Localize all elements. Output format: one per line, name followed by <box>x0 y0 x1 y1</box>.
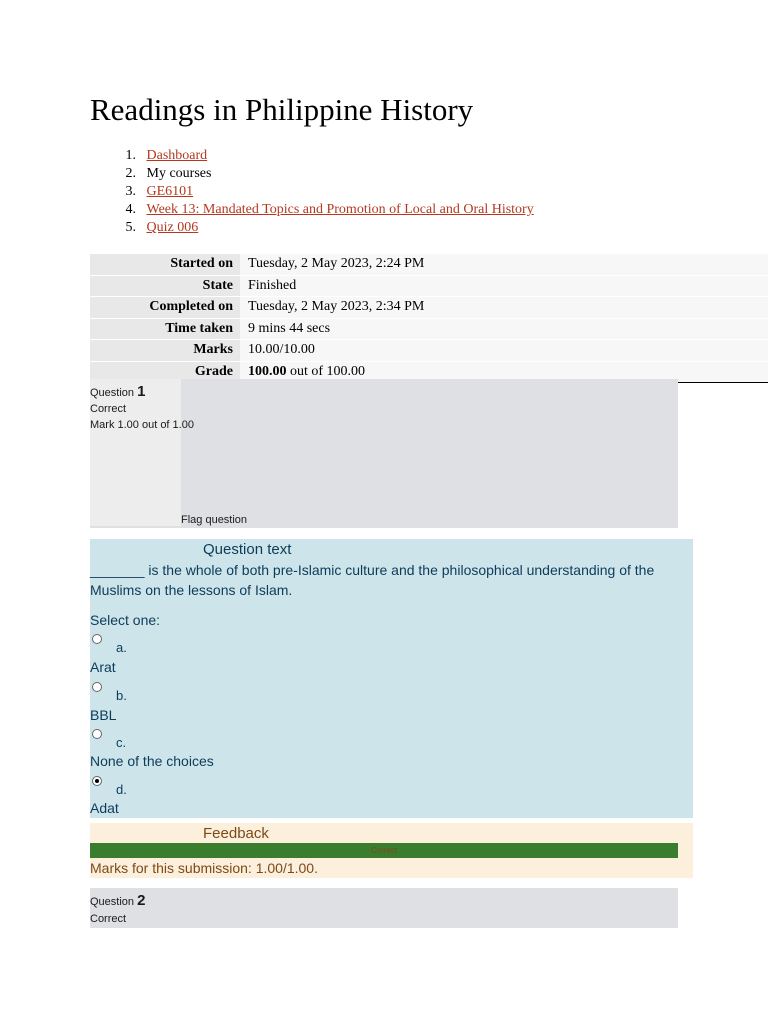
question-info-column <box>90 379 181 526</box>
option-a-text[interactable]: Arat <box>90 659 116 675</box>
question-number-value: 1 <box>137 383 146 400</box>
question-state: Correct <box>90 403 127 415</box>
option-b-text[interactable]: BBL <box>90 707 117 723</box>
summary-label: Grade <box>90 361 240 383</box>
summary-row-started <box>90 254 768 275</box>
breadcrumb-number: 3. <box>125 184 136 199</box>
breadcrumb-number: 2. <box>125 166 136 181</box>
option-b-letter: b. <box>116 688 127 703</box>
summary-row-marks <box>90 340 768 362</box>
summary-label: Time taken <box>90 318 240 340</box>
question-number-value: 2 <box>137 892 146 909</box>
option-a-letter: a. <box>116 640 127 655</box>
question-text: _______ is the whole of both pre-Islamic culture and the philosophical understanding of the Muslims on the lessons of Islam. <box>90 562 655 598</box>
breadcrumb-link-dashboard[interactable]: Dashboard <box>146 148 208 163</box>
summary-label: Marks <box>90 340 240 362</box>
summary-row-state <box>90 275 768 297</box>
grade-score: 100.00 <box>248 363 287 379</box>
question-number <box>90 892 145 909</box>
option-c-radio[interactable] <box>92 729 102 739</box>
breadcrumb-item-my-courses <box>90 165 534 183</box>
option-d-text[interactable]: Adat <box>90 800 119 816</box>
breadcrumb-link-quiz[interactable]: Quiz 006 <box>146 220 199 235</box>
summary-value: 9 mins 44 secs <box>240 318 768 340</box>
question-label: Question <box>90 387 138 399</box>
flag-question-link[interactable]: Flag question <box>181 514 248 526</box>
breadcrumb-number: 1. <box>125 148 136 163</box>
summary-value: Tuesday, 2 May 2023, 2:24 PM <box>240 254 768 275</box>
question-1-content <box>90 539 693 818</box>
option-c-text[interactable]: None of the choices <box>90 753 214 769</box>
summary-value: Tuesday, 2 May 2023, 2:34 PM <box>240 297 768 319</box>
select-prompt: Select one: <box>90 612 161 628</box>
breadcrumb-link-course[interactable]: GE6101 <box>146 184 194 199</box>
breadcrumb-item-week[interactable] <box>90 201 534 219</box>
question-number <box>90 383 145 400</box>
page-title: Readings in Philippine History <box>90 92 474 127</box>
question-1-feedback <box>90 823 693 878</box>
breadcrumb-item-quiz[interactable] <box>90 219 534 237</box>
grade-out-of: out of 100.00 <box>286 363 366 379</box>
summary-label: Started on <box>90 254 240 275</box>
summary-row-completed <box>90 297 768 319</box>
summary-label: State <box>90 275 240 297</box>
question-label: Question <box>90 896 138 908</box>
question-text-heading: Question text <box>203 541 292 558</box>
option-c-letter: c. <box>116 735 127 750</box>
marks-for-submission: Marks for this submission: 1.00/1.00. <box>90 860 318 876</box>
option-b-radio[interactable] <box>92 682 102 692</box>
breadcrumb <box>90 147 534 237</box>
breadcrumb-item-course[interactable] <box>90 183 534 201</box>
breadcrumb-text-my-courses: My courses <box>146 166 212 181</box>
correct-status-bar: Correct <box>90 843 678 858</box>
option-a-radio[interactable] <box>92 634 102 644</box>
question-grade: Mark 1.00 out of 1.00 <box>90 419 194 431</box>
option-d-radio[interactable] <box>92 776 102 786</box>
question-1-info <box>90 379 678 528</box>
question-state: Correct <box>90 913 127 925</box>
breadcrumb-number: 4. <box>125 202 136 217</box>
feedback-heading: Feedback <box>203 825 269 842</box>
breadcrumb-link-week[interactable]: Week 13: Mandated Topics and Promotion of Local and Oral History <box>146 202 534 217</box>
summary-row-time <box>90 318 768 340</box>
breadcrumb-item-dashboard[interactable] <box>90 147 534 165</box>
summary-value: 10.00/10.00 <box>240 340 768 362</box>
breadcrumb-number: 5. <box>125 220 136 235</box>
question-2-info <box>90 888 678 928</box>
option-d-letter: d. <box>116 782 127 797</box>
quiz-summary-table <box>90 254 768 383</box>
summary-label: Completed on <box>90 297 240 319</box>
summary-value: Finished <box>240 275 768 297</box>
